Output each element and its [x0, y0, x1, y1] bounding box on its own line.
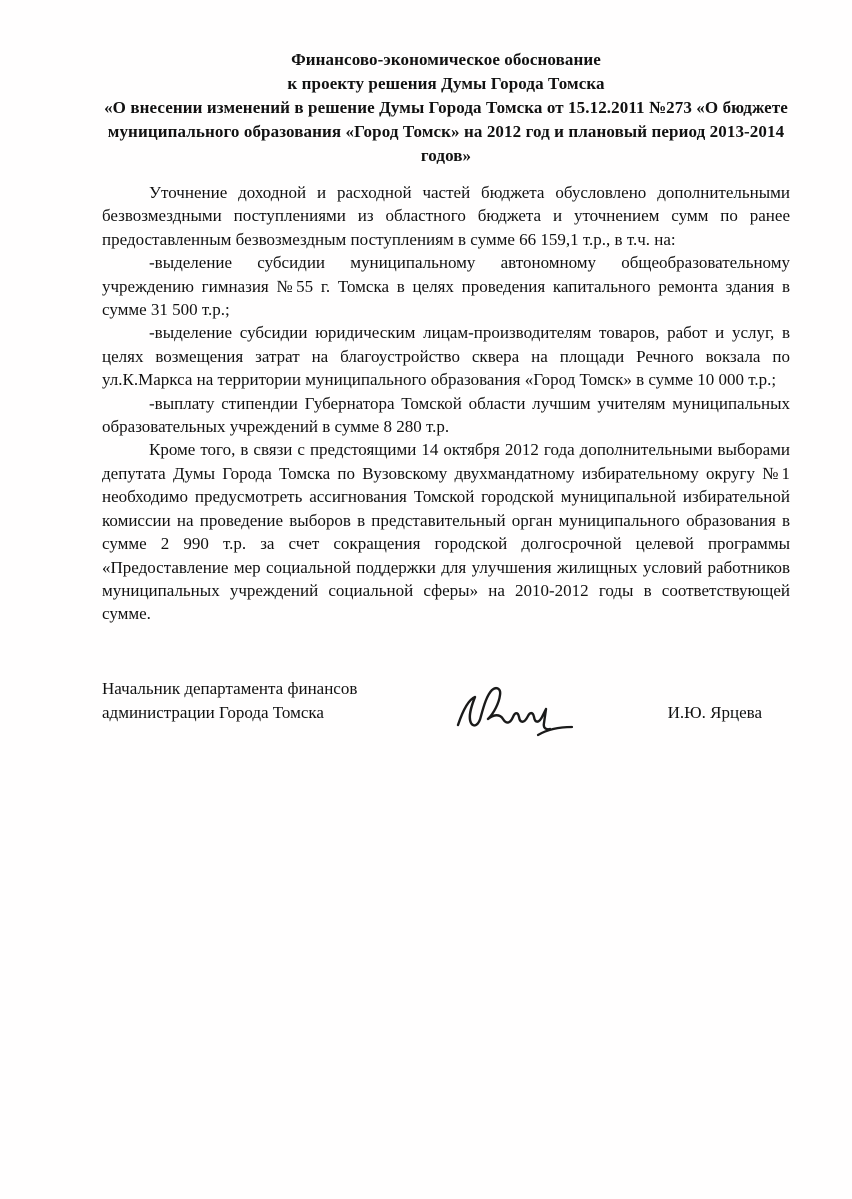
- signatory-position-line-1: Начальник департамента финансов: [102, 678, 358, 698]
- paragraph-elections: Кроме того, в связи с предстоящими 14 октября 2012 года дополнительными выборами депутата Думы Города Томска по Вузовскому двухмандатному избирательному округу №1 необходимо предусмотреть ассигнования Томской городской муниципальной избирательной комиссии на проведение выборов в представительный орган муниципального образования в сумме 2 990 т.р. за счет сокращения городской долгосрочной целевой программы «Предоставление мер социальной поддержки для улучшения жилищных условий работников муниципальных учреждений социальной сферы» на 2010-2012 годы в соответствующей сумме.: [102, 440, 790, 624]
- document-title: [102, 48, 790, 168]
- title-line-2: к проекту решения Думы Города Томска: [287, 74, 605, 93]
- title-line-1: Финансово-экономическое обоснование: [291, 50, 601, 69]
- document-body: [102, 181, 790, 626]
- paragraph-item-subsidy-gymnasium: -выделение субсидии муниципальному автономному общеобразовательному учреждению гимназия №55 г. Томска в целях проведения капитального ремонта здания в сумме 31 500 т.р.;: [102, 253, 790, 320]
- title-line-3: «О внесении изменений в решение Думы Города Томска от 15.12.2011 №273 «О бюджете муниципального образования «Город Томск» на 2012 год и плановый период 2013-2014 годов»: [104, 98, 788, 165]
- signatory-name: И.Ю. Ярцева: [667, 702, 762, 722]
- signatory-position: [102, 677, 454, 725]
- paragraph-intro: Уточнение доходной и расходной частей бюджета обусловлено дополнительными безвозмездными поступлениями из областного бюджета и уточнением сумм по ранее предоставленным безвозмездным поступлениям в сумме 66 159,1 т.р., в т.ч. на:: [102, 183, 790, 249]
- signatory-position-line-2: администрации Города Томска: [102, 702, 324, 722]
- paragraph-item-subsidy-square: -выделение субсидии юридическим лицам-производителям товаров, работ и услуг, в целях возмещения затрат на благоустройство сквера на площади Речного вокзала по ул.К.Маркса на территории муниципального образования «Город Томск» в сумме 10 000 т.р.;: [102, 323, 790, 390]
- handwritten-signature-icon: [454, 683, 584, 743]
- signature-block: [102, 677, 790, 743]
- paragraph-item-stipend: -выплату стипендии Губернатора Томской области лучшим учителям муниципальных образовательных учреждений в сумме 8 280 т.р.: [102, 393, 790, 437]
